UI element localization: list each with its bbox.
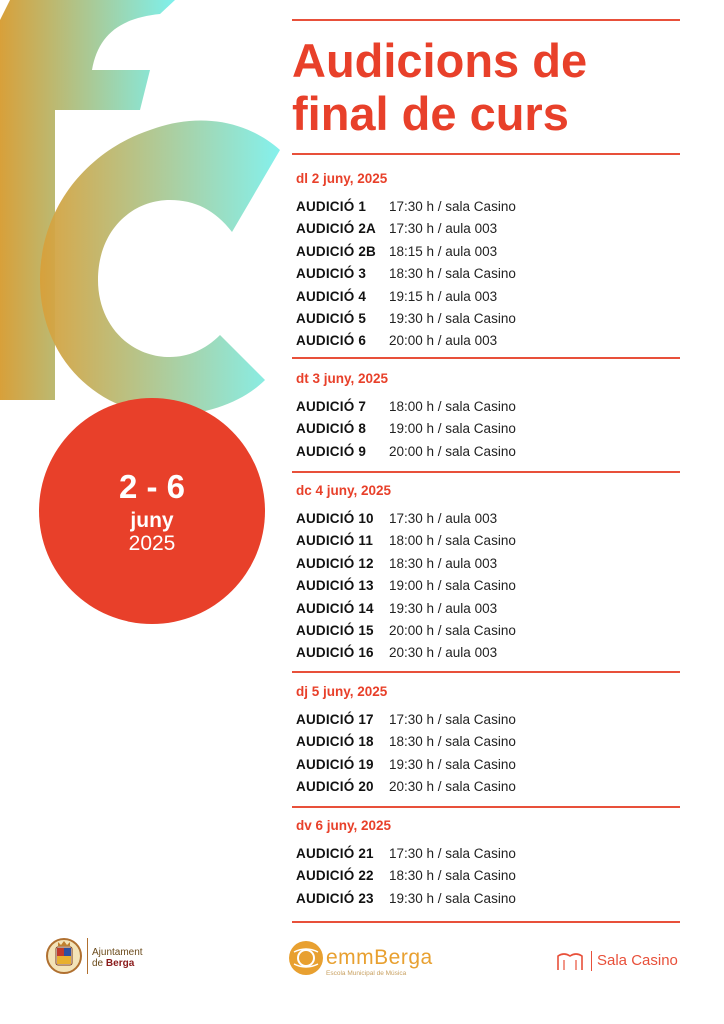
list-item xyxy=(296,754,676,776)
audition-detail: 18:30 h / sala Casino xyxy=(389,868,516,884)
list-item xyxy=(296,776,676,798)
page-title xyxy=(292,34,692,140)
divider xyxy=(292,671,680,673)
list-item xyxy=(296,330,676,352)
audition-detail: 17:30 h / aula 003 xyxy=(389,221,498,237)
audition-name: AUDICIÓ 5 xyxy=(296,310,367,326)
audition-name: AUDICIÓ 8 xyxy=(296,421,367,437)
sala-casino-logo xyxy=(556,949,686,973)
audition-detail: 18:00 h / sala Casino xyxy=(389,533,516,549)
sala-casino-label: Sala Casino xyxy=(597,952,678,969)
list-item xyxy=(296,196,676,218)
audition-name: AUDICIÓ 4 xyxy=(296,288,367,304)
divider xyxy=(292,921,680,923)
audition-detail: 20:00 h / sala Casino xyxy=(389,443,516,459)
audition-name: AUDICIÓ 13 xyxy=(296,578,374,594)
audition-detail: 19:00 h / sala Casino xyxy=(389,578,516,594)
list-item xyxy=(296,575,676,597)
audition-name: AUDICIÓ 21 xyxy=(296,846,374,861)
divider xyxy=(292,806,680,808)
list-item xyxy=(296,642,676,664)
audition-detail: 19:00 h / sala Casino xyxy=(389,421,516,437)
audition-detail: 18:30 h / aula 003 xyxy=(389,555,498,571)
audition-detail: 20:30 h / sala Casino xyxy=(389,779,516,795)
audition-name: AUDICIÓ 23 xyxy=(296,890,374,906)
day-section xyxy=(296,682,676,799)
list-item xyxy=(296,865,676,887)
audition-detail: 17:30 h / aula 003 xyxy=(389,511,498,526)
audition-name: AUDICIÓ 11 xyxy=(296,533,374,549)
list-item xyxy=(296,396,676,418)
audition-name: AUDICIÓ 3 xyxy=(296,266,367,282)
logo-separator xyxy=(87,938,88,974)
list-item xyxy=(296,709,676,731)
day-section xyxy=(296,169,676,353)
audition-name: AUDICIÓ 15 xyxy=(296,622,374,638)
music-school-icon xyxy=(288,940,324,976)
audition-name: AUDICIÓ 18 xyxy=(296,734,374,750)
list-item xyxy=(296,530,676,552)
logo-separator xyxy=(591,951,592,971)
audition-name: AUDICIÓ 20 xyxy=(296,779,374,795)
audition-detail: 19:30 h / aula 003 xyxy=(389,600,498,616)
date-month: juny xyxy=(130,509,174,532)
audition-detail: 20:30 h / aula 003 xyxy=(389,645,498,661)
list-item xyxy=(296,241,676,263)
day-header: dj 5 juny, 2025 xyxy=(296,684,388,699)
audition-detail: 19:15 h / aula 003 xyxy=(389,288,498,304)
audition-detail: 20:00 h / sala Casino xyxy=(389,622,516,638)
ajuntament-prefix: de xyxy=(92,958,104,969)
list-item xyxy=(296,218,676,240)
ajuntament-berga-logo xyxy=(46,936,166,978)
audition-name: AUDICIÓ 10 xyxy=(296,511,374,526)
day-header: dl 2 juny, 2025 xyxy=(296,171,388,186)
list-item xyxy=(296,598,676,620)
list-item xyxy=(296,888,676,910)
day-header: dv 6 juny, 2025 xyxy=(296,818,392,833)
audition-name: AUDICIÓ 16 xyxy=(296,645,374,661)
list-item xyxy=(296,731,676,753)
list-item xyxy=(296,441,676,463)
audition-detail: 18:30 h / sala Casino xyxy=(389,266,516,282)
divider xyxy=(292,19,680,21)
day-section xyxy=(296,816,676,910)
ajuntament-line2 xyxy=(92,958,134,969)
list-item xyxy=(296,620,676,642)
list-item xyxy=(296,553,676,575)
audition-detail: 17:30 h / sala Casino xyxy=(389,846,516,861)
audition-detail: 19:30 h / sala Casino xyxy=(389,890,516,906)
audition-name: AUDICIÓ 9 xyxy=(296,443,367,459)
day-section xyxy=(296,481,676,665)
emm-name: emmBerga xyxy=(326,946,433,969)
audition-name: AUDICIÓ 19 xyxy=(296,756,374,772)
list-item xyxy=(296,263,676,285)
divider xyxy=(292,471,680,473)
emm-berga-logo xyxy=(288,940,448,980)
audition-detail: 18:15 h / aula 003 xyxy=(389,243,498,259)
audition-name: AUDICIÓ 12 xyxy=(296,555,374,571)
audition-name: AUDICIÓ 2B xyxy=(296,243,377,259)
list-item xyxy=(296,286,676,308)
title-line-1: Audicions de xyxy=(292,34,588,87)
date-badge xyxy=(39,398,265,624)
audition-name: AUDICIÓ 22 xyxy=(296,868,374,884)
date-range: 2 - 6 xyxy=(118,468,186,505)
date-year: 2025 xyxy=(128,532,176,555)
stage-icon xyxy=(556,950,584,972)
fc-decorative-graphic xyxy=(0,0,300,430)
divider xyxy=(292,153,680,155)
list-item xyxy=(296,843,676,865)
audition-detail: 20:00 h / aula 003 xyxy=(389,333,498,349)
audition-name: AUDICIÓ 1 xyxy=(296,199,367,214)
audition-detail: 17:30 h / sala Casino xyxy=(389,712,516,727)
emm-subtitle: Escola Municipal de Música xyxy=(326,970,407,977)
ajuntament-line1: Ajuntament xyxy=(92,947,143,958)
list-item xyxy=(296,308,676,330)
audition-name: AUDICIÓ 2A xyxy=(296,221,377,237)
audition-name: AUDICIÓ 7 xyxy=(296,399,367,414)
audition-name: AUDICIÓ 6 xyxy=(296,333,367,349)
day-section xyxy=(296,369,676,463)
audition-detail: 18:00 h / sala Casino xyxy=(389,399,516,414)
audition-name: AUDICIÓ 14 xyxy=(296,600,374,616)
audition-detail: 19:30 h / sala Casino xyxy=(389,310,516,326)
day-header: dc 4 juny, 2025 xyxy=(296,483,392,498)
audition-detail: 18:30 h / sala Casino xyxy=(389,734,516,750)
audition-detail: 17:30 h / sala Casino xyxy=(389,199,516,214)
audition-detail: 19:30 h / sala Casino xyxy=(389,756,516,772)
divider xyxy=(292,357,680,359)
ajuntament-town: Berga xyxy=(105,958,135,969)
list-item xyxy=(296,418,676,440)
day-header: dt 3 juny, 2025 xyxy=(296,371,389,386)
coat-of-arms-icon xyxy=(46,936,82,976)
title-line-2: final de curs xyxy=(292,87,569,140)
audition-name: AUDICIÓ 17 xyxy=(296,712,374,727)
list-item xyxy=(296,508,676,530)
